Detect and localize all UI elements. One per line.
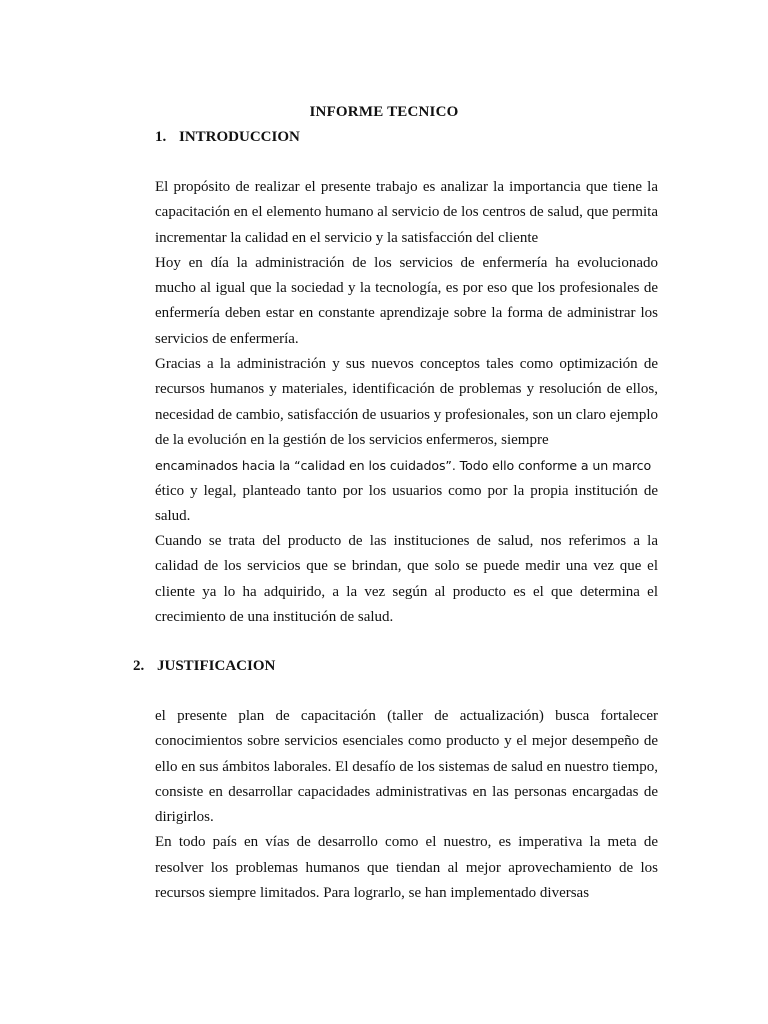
section-body-introduccion: [155, 175, 658, 630]
paragraph: El propósito de realizar el presente trabajo es analizar la importancia que tiene la capacitación en el elemento humano al servicio de los centros de salud, que permita incrementar la calidad en el servicio y la satisfacción del cliente: [155, 179, 658, 246]
section-number: 2.: [133, 658, 145, 674]
section-heading-justificacion: [133, 656, 275, 676]
paragraph: el presente plan de capacitación (taller de actualización) busca fortalecer conocimientos sobre servicios esenciales como producto y el mejor desempeño de ello en sus ámbitos laborales. El desafío de los sistemas de salud en nuestro tiempo, consiste en desarrollar capacidades administrativas en las personas encargadas de dirigirlos.: [155, 708, 658, 826]
paragraph: Gracias a la administración y sus nuevos conceptos tales como optimización de recursos humanos y materiales, identificación de problemas y resolución de ellos, necesidad de cambio, satisfacción de usuarios y profesionales, son un claro ejemplo de la evolución en la gestión de los servicios enfermeros, siempre: [155, 356, 658, 448]
section-body-justificacion: [155, 704, 658, 906]
section-number: 1.: [155, 129, 167, 145]
section-heading-introduccion: [155, 127, 300, 147]
paragraph: ético y legal, planteado tanto por los usuarios como por la propia institución de salud.: [155, 482, 658, 524]
paragraph-sans-line: encaminados hacia la “calidad en los cuidados”. Todo ello conforme a un marco: [155, 458, 652, 474]
paragraph: Cuando se trata del producto de las instituciones de salud, nos referimos a la calidad de los servicios que se brindan, que solo se puede medir una vez que el cliente ya lo ha adquirido, a la vez según al producto es el que determina el crecimiento de una institución de salud.: [155, 533, 658, 626]
document-title: INFORME TECNICO: [309, 104, 459, 120]
section-title: INTRODUCCION: [179, 129, 300, 145]
paragraph: Hoy en día la administración de los servicios de enfermería ha evolucionado mucho al igual que la sociedad y la tecnología, es por eso que los profesionales de enfermería deben estar en constante aprendizaje sobre la forma de administrar los servicios de enfermería.: [155, 254, 658, 347]
paragraph: En todo país en vías de desarrollo como el nuestro, es imperativa la meta de resolver los problemas humanos que tiendan al mejor aprovechamiento de los recursos siempre limitados. Para lograrlo, se han implementado diversas: [155, 834, 658, 902]
section-title: JUSTIFICACION: [157, 658, 276, 674]
